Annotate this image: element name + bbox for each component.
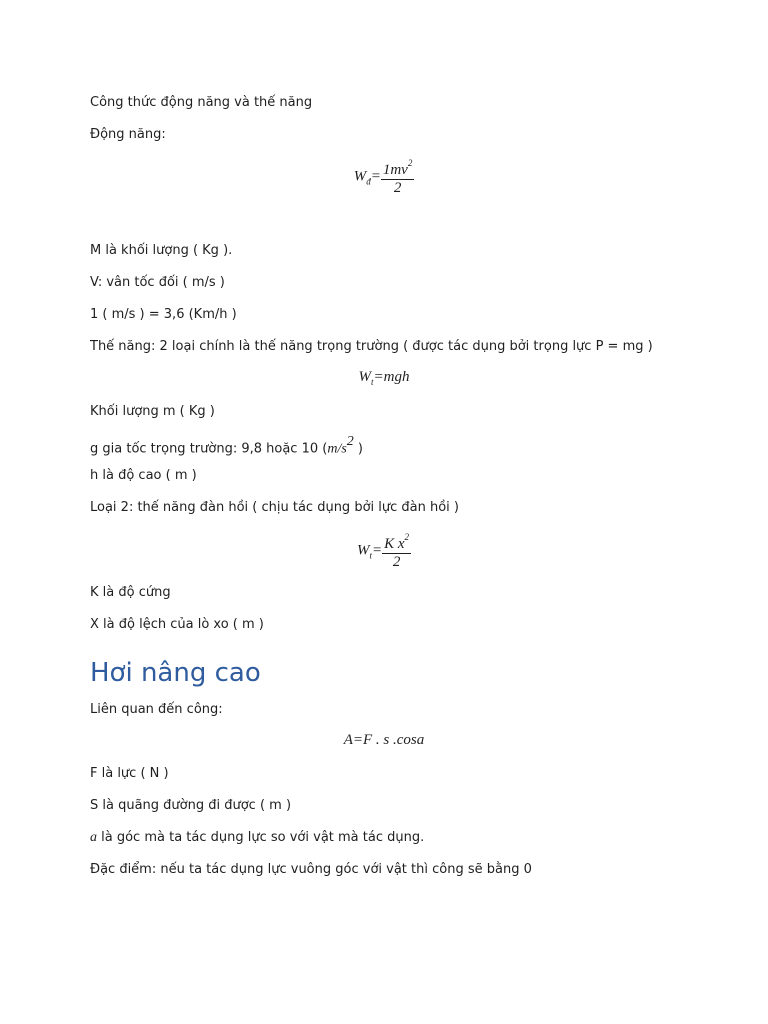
velocity-definition: V: vân tốc đối ( m/s )	[90, 275, 225, 290]
mass-unit: Khối lượng m ( Kg )	[90, 404, 215, 419]
fraction-numerator: K $x^2$	[384, 532, 410, 552]
eq-sign: =	[370, 168, 381, 185]
displacement-definition: X là độ lệch của lò xo ( m )	[90, 617, 264, 632]
work-equation: A=F . s .cosa	[343, 732, 425, 748]
elastic-potential-description: Loại 2: thế năng đàn hồi ( chịu tác dụng bởi lực đàn hồi )	[90, 500, 459, 515]
potential-energy-description: Thế năng: 2 loại chính là thế năng trọng trường ( được tác dụng bởi trọng lực P = mg )	[90, 339, 653, 354]
fraction-numerator: $1mv^2$	[382, 158, 413, 178]
section-heading: Hơi nâng cao	[90, 658, 261, 688]
mass-definition: M là khối lượng ( Kg ).	[90, 243, 233, 258]
kinetic-label: Động năng:	[90, 127, 166, 142]
alpha-symbol: a	[90, 830, 97, 845]
distance-definition: S là quãng đường đi được ( m )	[90, 798, 292, 813]
stiffness-definition: K là độ cứng	[90, 585, 171, 600]
force-definition: F là lực ( N )	[90, 766, 169, 781]
fraction-denominator: 2	[392, 554, 401, 570]
work-label: Liên quan đến công:	[90, 702, 223, 717]
height-definition: h là độ cao ( m )	[90, 468, 197, 483]
elastic-potential-equation: $W_t=$ $\frac{K x^2}{2}$	[356, 532, 410, 570]
gravity-acceleration: g gia tốc trọng trường: 9,8 hoặc 10 ($m/s^2$ )	[90, 434, 363, 457]
kinetic-energy-equation	[0, 157, 768, 197]
eq-lhs-sub: đ	[366, 176, 371, 187]
eq-lhs: W	[353, 168, 367, 185]
gravity-potential-equation: $W_t=mgh$	[358, 369, 410, 387]
doc-title: Công thức động năng và thế năng	[90, 95, 313, 110]
fraction	[382, 531, 411, 571]
feature-description: Đặc điểm: nếu ta tác dụng lực vuông góc với vật thì công sẽ bằng 0	[90, 862, 532, 877]
unit-conversion: 1 ( m/s ) = 3,6 (Km/h )	[90, 307, 237, 322]
fraction-denominator: 2	[393, 180, 402, 196]
angle-definition: a là góc mà ta tác dụng lực so với vật mà tác dụng.	[90, 830, 425, 845]
fraction	[381, 157, 415, 197]
